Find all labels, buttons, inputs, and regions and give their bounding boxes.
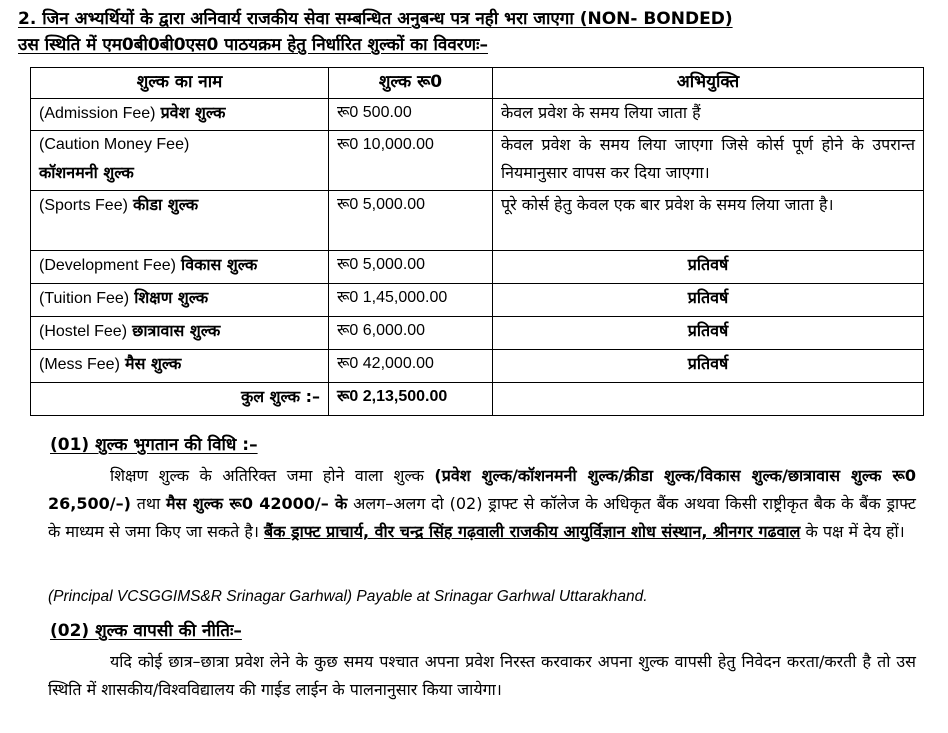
table-row — [31, 191, 924, 251]
total-amount: रू0 2,13,500.00 — [329, 383, 493, 416]
fee-table-header-row — [31, 68, 924, 99]
header-fee-name: शुल्क का नाम — [31, 68, 329, 99]
fee-name-cell — [31, 99, 329, 131]
para-text-3: अलग–अलग दो (02) ड्राफ्ट से कॉलेज के अधिकृत बैंक अथवा किसी राष्ट्रीकृत बैक के बैंक ड्राफ्ट के माध्यम से जमा किए जा सकते है। — [48, 494, 916, 541]
fee-amount-cell: रू0 42,000.00 — [329, 350, 493, 383]
fee-amount-cell: रू0 6,000.00 — [329, 317, 493, 350]
section-1-english-note: (Principal VCSGGIMS&R Srinagar Garhwal) Payable at Srinagar Garhwal Uttarakhand. — [48, 588, 648, 605]
para-bold-2: मैस शुल्क रू0 42000/– के — [166, 494, 348, 513]
para-bold-1: (प्रवेश शुल्क/कॉशनमनी शुल्क/क्रीडा शुल्क/विकास शुल्क/छात्रावास शुल्क रू0 26,500/–) — [48, 466, 916, 513]
fee-name-cell — [31, 350, 329, 383]
para-indent — [48, 652, 110, 671]
fee-table-total-row — [31, 383, 924, 416]
para-bank-draft-payee: बैंक ड्राफ्ट प्राचार्य, वीर चन्द्र सिंह गढ़वाली राजकीय आयुर्विज्ञान शोध संस्थान, श्रीनगर गढवाल — [264, 522, 801, 541]
section-1-paragraph — [48, 462, 916, 546]
para-text-1: शिक्षण शुल्क के अतिरिक्त जमा होने वाला शुल्क — [110, 466, 435, 485]
fee-name-english: (Sports Fee) — [39, 197, 128, 214]
total-remark-empty — [493, 383, 924, 416]
fee-amount-cell: रू0 5,000.00 — [329, 251, 493, 284]
section-1-title: (01) शुल्क भुगतान की विधि :– — [50, 435, 258, 455]
table-row — [31, 99, 924, 131]
fee-name-english: (Tuition Fee) — [39, 290, 130, 307]
fee-name-hindi: मैस शुल्क — [125, 354, 182, 373]
fee-remark-cell: पूरे कोर्स हेतु केवल एक बार प्रवेश के समय लिया जाता है। — [493, 191, 924, 251]
fee-name-english: (Development Fee) — [39, 257, 176, 274]
fee-name-cell — [31, 251, 329, 284]
refund-policy-text: यदि कोई छात्र–छात्रा प्रवेश लेने के कुछ समय पश्चात अपना प्रवेश निरस्त करवाकर अपना शुल्क वापसी हेतु निवेदन करता/करती है तो उस स्थिति में शासकीय/विश्वविद्यालय की गाईड लाईन के पालनानुसार किया जायेगा। — [48, 652, 916, 699]
fee-remark-cell: केवल प्रवेश के समय लिया जाता हैं — [493, 99, 924, 131]
fee-table — [30, 67, 924, 416]
fee-name-english: (Hostel Fee) — [39, 323, 128, 340]
heading-line-2: उस स्थिति में एम0बी0बी0एस0 पाठयक्रम हेतु निर्धारित शुल्कों का विवरणः– — [18, 35, 488, 55]
fee-name-english: (Mess Fee) — [39, 356, 120, 373]
fee-name-hindi: विकास शुल्क — [181, 255, 258, 274]
fee-amount-cell: रू0 1,45,000.00 — [329, 284, 493, 317]
fee-name-cell — [31, 191, 329, 251]
fee-name-hindi: कीडा शुल्क — [133, 195, 199, 214]
para-indent — [48, 466, 110, 485]
fee-name-cell — [31, 131, 329, 191]
fee-name-hindi: शिक्षण शुल्क — [134, 288, 209, 307]
section-2-paragraph — [48, 648, 916, 704]
fee-name-english: (Admission Fee) — [39, 105, 156, 122]
fee-name-hindi: कॉशनमनी शुल्क — [39, 163, 134, 182]
fee-amount-cell: रू0 10,000.00 — [329, 131, 493, 191]
document-heading — [18, 6, 933, 58]
fee-name-cell — [31, 317, 329, 350]
table-row — [31, 284, 924, 317]
table-row — [31, 350, 924, 383]
total-label: कुल शुल्क :– — [31, 383, 329, 416]
fee-remark-cell: प्रतिवर्ष — [493, 251, 924, 284]
table-row — [31, 317, 924, 350]
heading-line-1: 2. जिन अभ्यर्थियों के द्वारा अनिवार्य राजकीय सेवा सम्बन्धित अनुबन्ध पत्र नही भरा जाएगा (NON- BONDED) — [18, 9, 733, 29]
header-remarks: अभियुक्ति — [493, 68, 924, 99]
fee-remark-cell: प्रतिवर्ष — [493, 350, 924, 383]
para-text-4: के पक्ष में देय हों। — [800, 522, 905, 541]
fee-name-english: (Caution Money Fee) — [39, 136, 190, 153]
fee-name-hindi: छात्रावास शुल्क — [132, 321, 221, 340]
table-row — [31, 251, 924, 284]
table-row — [31, 131, 924, 191]
fee-remark-cell: प्रतिवर्ष — [493, 317, 924, 350]
fee-name-hindi: प्रवेश शुल्क — [160, 103, 226, 122]
para-text-2: तथा — [130, 494, 167, 513]
fee-remark-cell: प्रतिवर्ष — [493, 284, 924, 317]
fee-amount-cell: रू0 500.00 — [329, 99, 493, 131]
header-fee-amount: शुल्क रू0 — [329, 68, 493, 99]
section-2-title: (02) शुल्क वापसी की नीतिः– — [50, 621, 242, 641]
fee-name-cell — [31, 284, 329, 317]
fee-remark-cell: केवल प्रवेश के समय लिया जाएगा जिसे कोर्स पूर्ण होने के उपरान्त नियमानुसार वापस कर दिया जाएगा। — [493, 131, 924, 191]
fee-amount-cell: रू0 5,000.00 — [329, 191, 493, 251]
